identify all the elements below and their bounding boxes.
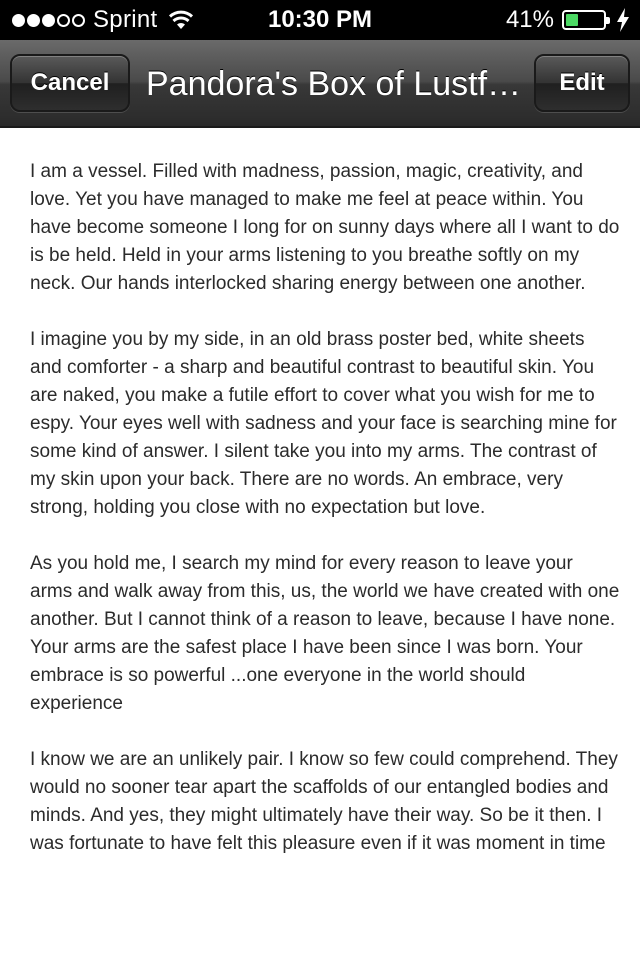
paragraph: As you hold me, I search my mind for every reason to leave your arms and walk away from this, us, the world we have created with one another. But I cannot think of a reason to leave, because I have none. Your arms are the safest place I have been since I was born. Your embrace is so powerful ...one everyone in the world should experience — [30, 553, 620, 714]
battery-percent: 41% — [505, 6, 554, 33]
status-time: 10:30 PM — [267, 6, 373, 33]
paragraph: I imagine you by my side, in an old brass poster bed, white sheets and comforter - a sharp and beautiful contrast to beautiful skin. You are naked, you make a futile effort to cover what you wish for me to espy. Your eyes well with sadness and your face is searching mine for some kind of answer. I silent take you into my arms. The contrast of my skin upon your back. There are no words. An embrace, very strong, holding you close with no expectation but love. — [30, 329, 617, 518]
battery-icon — [562, 10, 606, 30]
paragraph: I know we are an unlikely pair. I know so few could comprehend. They would no sooner tear apart the scaffolds of our entangled bodies and minds. And yes, they might ultimately have their way. So be it then. I was fortunate to have felt this pleasure even if it was moment in time — [30, 749, 618, 854]
navigation-bar — [0, 40, 640, 128]
note-content[interactable] — [30, 158, 620, 886]
carrier-name: Sprint — [93, 6, 158, 33]
cancel-button[interactable]: Cancel — [10, 54, 130, 112]
battery-fill — [566, 14, 578, 26]
edit-button[interactable]: Edit — [534, 54, 630, 112]
charging-bolt-icon — [616, 8, 630, 32]
status-bar — [0, 0, 640, 40]
page-title: Pandora's Box of Lustf… — [146, 65, 522, 103]
status-right — [506, 0, 630, 40]
paragraph: I am a vessel. Filled with madness, passion, magic, creativity, and love. Yet you have managed to make me feel at peace within. You have become someone I long for on sunny days where all I want to do is be held. Held in your arms listening to you breathe softly on my neck. Our hands interlocked sharing energy between one another. — [30, 161, 620, 294]
